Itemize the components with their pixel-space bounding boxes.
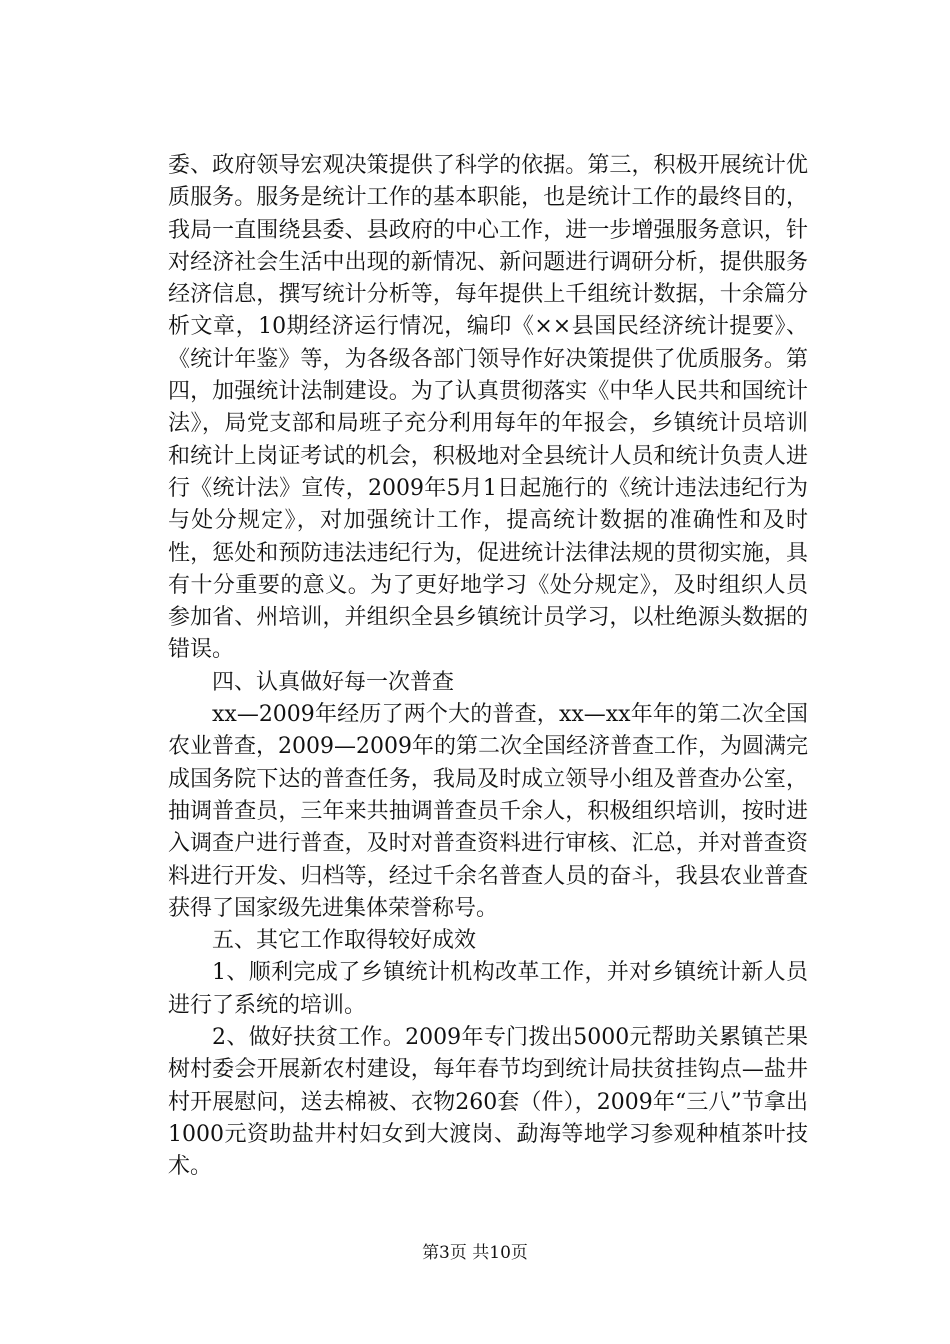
paragraph-poverty-relief: 2、做好扶贫工作。2009年专门拨出5000元帮助关累镇芒果树村委会开展新农村建设，每年春节均到统计局扶贫挂钩点—盐井村开展慰问，送去棉被、衣物260套（件），2009年“三八”节拿出1000元资助盐井村妇女到大渡岗、勐海等地学习参观种植茶叶技术。 (168, 1025, 808, 1180)
body-text (168, 150, 808, 1184)
paragraph-services-and-law: 委、政府领导宏观决策提供了科学的依据。第三，积极开展统计优质服务。服务是统计工作的基本职能，也是统计工作的最终目的，我局一直围绕县委、县政府的中心工作，进一步增强服务意识，针对经济社会生活中出现的新情况、新问题进行调研分析，提供服务经济信息，撰写统计分析等，每年提供上千组统计数据，十余篇分析文章，10期经济运行情况，编印《××县国民经济统计提要》、《统计年鉴》等，为各级各部门领导作好决策提供了优质服务。第四，加强统计法制建设。为了认真贯彻落实《中华人民共和国统计法》，局党支部和局班子充分利用每年的年报会，乡镇统计员培训和统计上岗证考试的机会，积极地对全县统计人员和统计负责人进行《统计法》宣传，2009年5月1日起施行的《统计违法违纪行为与处分规定》，对加强统计工作，提高统计数据的准确性和及时性，惩处和预防违法违纪行为，促进统计法律法规的贯彻实施，具有十分重要的意义。为了更好地学习《处分规定》，及时组织人员参加省、州培训，并组织全县乡镇统计员学习，以杜绝源头数据的错误。 (168, 153, 808, 663)
page-footer: 第3页 共10页 (422, 1243, 528, 1263)
paragraph-census: xx—2009年经历了两个大的普查，xx—xx年年的第二次全国农业普查，2009—2009年的第二次全国经济普查工作，为圆满完成国务院下达的普查任务，我局及时成立领导小组及普查办公室，抽调普查员，三年来共抽调普查员千余人，积极组织培训，按时进入调查户进行普查，及时对普查资料进行审核、汇总，并对普查资料进行开发、归档等，经过千余名普查人员的奋斗，我县农业普查获得了国家级先进集体荣誉称号。 (168, 702, 808, 921)
heading-census: 四、认真做好每一次普查 (212, 669, 455, 695)
heading-other-work: 五、其它工作取得较好成效 (212, 928, 477, 954)
paragraph-reform: 1、顺利完成了乡镇统计机构改革工作，并对乡镇统计新人员进行了系统的培训。 (168, 960, 808, 1018)
